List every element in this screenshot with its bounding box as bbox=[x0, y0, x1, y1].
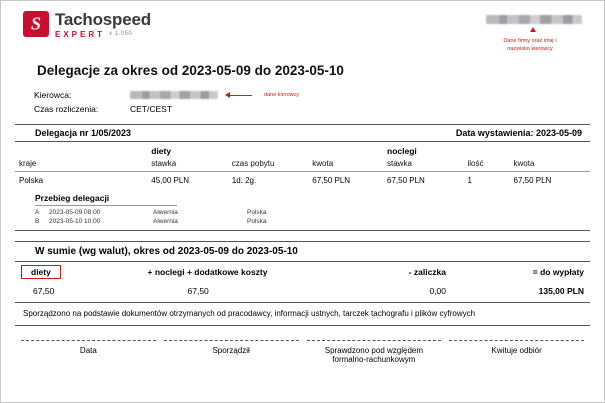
signature-line bbox=[164, 340, 299, 341]
document-header bbox=[1, 1, 604, 59]
list-item bbox=[35, 209, 590, 216]
summary-value-diety: 67,50 bbox=[33, 285, 55, 296]
brand-version: v 1.050 bbox=[109, 31, 133, 37]
summary-value-wyplaty: 135,00 PLN bbox=[538, 285, 584, 296]
summary-col-zaliczka: - zaliczka bbox=[408, 266, 446, 277]
summary-value-zaliczka: 0,00 bbox=[429, 285, 446, 296]
trip-date: 2023-05-10 10:00 bbox=[49, 217, 101, 225]
col-czas-pobytu: czas pobytu bbox=[228, 157, 309, 172]
delegation-number: Delegacja nr 1/05/2023 bbox=[35, 128, 132, 138]
trip-date: 2023-05-09 08:00 bbox=[49, 209, 101, 216]
group-header-noclegi: noclegi bbox=[387, 146, 417, 156]
signature-field-data bbox=[17, 340, 160, 364]
signature-label-line2: formalno-rachunkowym bbox=[332, 355, 416, 365]
table-column-header-row bbox=[15, 157, 590, 172]
signature-label: Sporządził bbox=[212, 346, 250, 356]
delegation-issue-date: Data wystawienia: 2023-05-09 bbox=[455, 128, 582, 138]
cell-czas-pobytu: 1d. 2g. bbox=[231, 176, 257, 185]
list-item bbox=[35, 218, 590, 225]
signature-line bbox=[307, 340, 442, 341]
signature-label: Sprawdzono pod względem bbox=[324, 346, 424, 356]
settlement-time-row bbox=[34, 104, 604, 114]
signature-line bbox=[449, 340, 584, 341]
driver-annotation-note: dane kierowcy bbox=[264, 92, 300, 98]
group-header-diety: diety bbox=[151, 146, 172, 156]
footnote-text: Sporządzono na podstawie dokumentów otrzymanych od pracodawcy, informacji ustnych, tarczek tachografu i plików cyfrowych bbox=[23, 308, 476, 318]
cell-kwota: 67,50 PLN bbox=[312, 176, 351, 185]
driver-name-row bbox=[34, 90, 604, 100]
tachospeed-logo-icon bbox=[23, 11, 49, 37]
trip-course-title: Przebieg delegacji bbox=[35, 193, 177, 206]
col-kraje: kraje bbox=[15, 157, 147, 172]
divider bbox=[15, 325, 590, 326]
table-group-header-row bbox=[15, 142, 590, 157]
summary-header-row bbox=[15, 262, 590, 282]
trip-place: Alwernia bbox=[153, 209, 178, 216]
summary-col-noclegi: + noclegi + dodatkowe koszty bbox=[147, 266, 268, 277]
cell-kraje: Polska bbox=[19, 176, 44, 185]
col-stawka: stawka bbox=[147, 157, 228, 172]
brand-text bbox=[55, 11, 151, 39]
summary-band bbox=[15, 241, 590, 262]
signature-label: Kwituje odbiór bbox=[491, 346, 542, 356]
divider bbox=[15, 230, 590, 231]
company-annotation-note: Dane firmy oraz imię i nazwisko kierowcy bbox=[503, 38, 557, 53]
signature-field-kwituje bbox=[445, 340, 588, 364]
trip-place: Alwernia bbox=[153, 217, 178, 225]
summary-values-row bbox=[15, 282, 590, 302]
signature-row bbox=[17, 340, 588, 364]
divider bbox=[15, 302, 590, 303]
delegation-band bbox=[15, 124, 590, 142]
trip-country: Polska bbox=[247, 209, 267, 216]
trip-course-list bbox=[35, 209, 590, 225]
summary-value-noclegi: 67,50 bbox=[187, 285, 209, 296]
signature-field-sporzadzil bbox=[160, 340, 303, 364]
trip-country: Polska bbox=[247, 217, 267, 225]
table-row bbox=[15, 172, 590, 190]
brand-name: Tachospeed bbox=[55, 10, 151, 29]
signature-line bbox=[21, 340, 156, 341]
company-details-redacted bbox=[486, 15, 582, 24]
col-noclegi-stawka: stawka bbox=[383, 157, 464, 172]
driver-name-redacted bbox=[130, 91, 218, 99]
col-noclegi-kwota: kwota bbox=[510, 157, 591, 172]
cell-stawka: 45,00 PLN bbox=[151, 176, 190, 185]
trip-index: B bbox=[35, 217, 40, 225]
settlement-value: CET/CEST bbox=[130, 104, 173, 114]
annotation-arrow-up-icon bbox=[530, 27, 536, 32]
summary-table bbox=[15, 262, 590, 302]
cell-ilosc: 1 bbox=[467, 176, 472, 185]
brand-subtitle: EXPERT bbox=[55, 30, 106, 39]
signature-field-sprawdzono bbox=[303, 340, 446, 364]
cell-noclegi-kwota: 67,50 PLN bbox=[513, 176, 552, 185]
driver-info bbox=[34, 90, 604, 114]
cell-noclegi-stawka: 67,50 PLN bbox=[387, 176, 425, 185]
allowances-table bbox=[15, 142, 590, 189]
summary-col-diety: diety bbox=[21, 265, 61, 279]
col-ilosc: ilość bbox=[464, 157, 510, 172]
signature-label: Data bbox=[79, 346, 97, 356]
summary-title: W sumie (wg walut), okres od 2023-05-09 do 2023-05-10 bbox=[35, 245, 298, 257]
annotation-arrow-left-icon bbox=[226, 95, 252, 96]
settlement-label: Czas rozliczenia: bbox=[34, 104, 99, 114]
trip-index: A bbox=[35, 209, 40, 216]
driver-label: Kierowca: bbox=[34, 90, 72, 100]
col-kwota: kwota bbox=[308, 157, 383, 172]
summary-col-wyplaty: = do wypłaty bbox=[532, 266, 584, 277]
page-title: Delegacje za okres od 2023-05-09 do 2023-05-10 bbox=[37, 63, 344, 78]
